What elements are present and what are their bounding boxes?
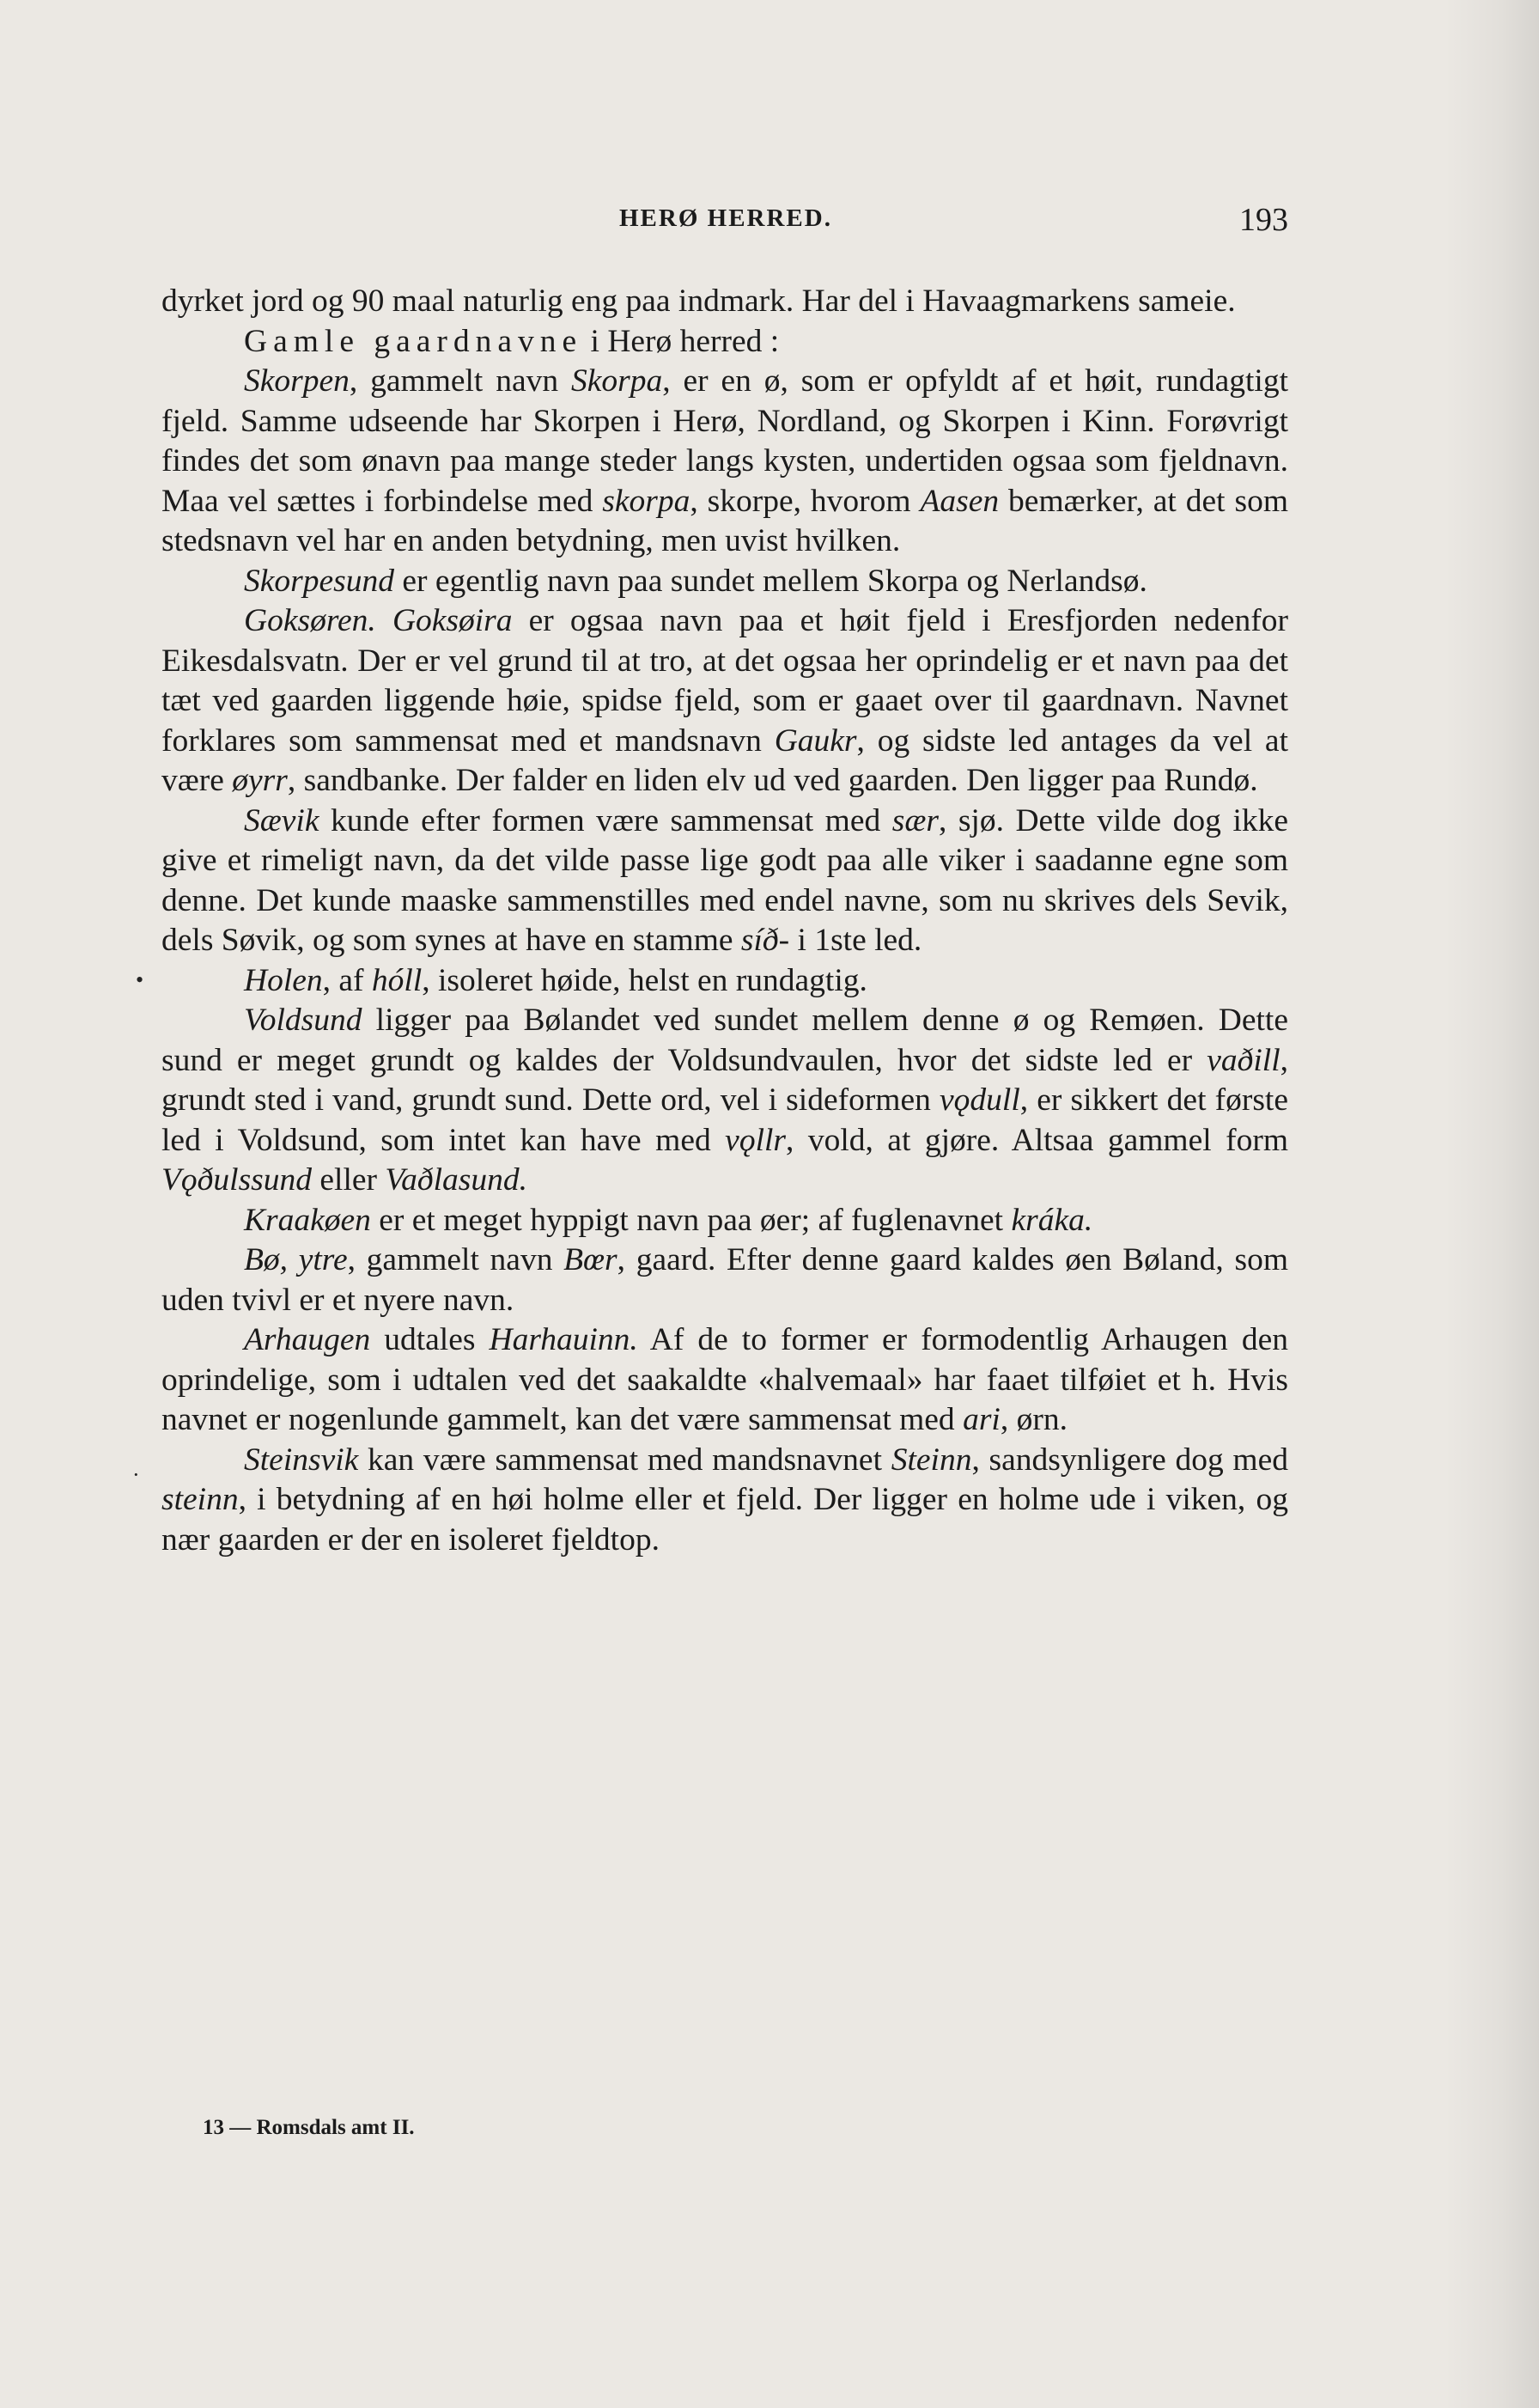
italic-term: Skorpesund	[244, 563, 394, 599]
italic-term: síð-	[740, 923, 790, 958]
page-header	[163, 201, 1288, 244]
italic-term: hóll	[371, 962, 423, 998]
text-run: , gaard. Efter denne gaard kaldes øen Bøland, som uden tvivl er et nyere navn.	[161, 1242, 1288, 1318]
italic-term: steinn	[161, 1482, 239, 1517]
paragraph	[161, 362, 1288, 562]
italic-term: kráka.	[1011, 1202, 1093, 1238]
text-run: kunde efter formen være sammensat med	[319, 802, 892, 838]
signature-line: 13 — Romsdals amt II.	[203, 2116, 415, 2139]
text-run: ligger paa Bølandet ved sundet mellem denne ø og Remøen. Dette sund er meget grundt og kaldes der Voldsundvaulen, hvor det sidste led er	[161, 1003, 1288, 1078]
italic-term: Aasen	[920, 483, 1000, 519]
text-run: , ørn.	[1000, 1402, 1068, 1437]
italic-term: sær	[891, 802, 939, 838]
text-run: dyrket jord og 90 maal naturlig eng paa indmark. Har del i Havaagmarkens sameie.	[161, 283, 1236, 319]
body-text	[161, 282, 1288, 1560]
paragraph	[161, 961, 1288, 1002]
text-run: , skorpe, hvorom	[690, 483, 921, 519]
italic-term: Steinsvik	[244, 1442, 359, 1478]
italic-term: Vaðlasund.	[385, 1162, 528, 1198]
italic-term: Vǫðulssund	[161, 1162, 313, 1198]
text-run: , gammelt navn	[347, 1242, 564, 1277]
text-run: er egentlig navn paa sundet mellem Skorpa og Nerlandsø.	[393, 563, 1147, 599]
italic-term: skorpa	[602, 483, 690, 519]
paragraph	[161, 1441, 1288, 1561]
text-run: , isoleret høide, helst en rundagtig.	[422, 962, 867, 998]
running-title: HERØ HERRED.	[619, 204, 832, 232]
text-run: , af	[322, 962, 372, 998]
italic-term: Bœr	[563, 1242, 617, 1277]
text-run: , i betydning af en høi holme eller et fjeld. Der ligger en holme ude i viken, og nær gaarden er der en isoleret fjeldtop.	[161, 1482, 1288, 1558]
text-run: bemærker, at det som stedsnavn vel har en anden betydning, men uvist hvilken.	[161, 483, 1288, 558]
italic-term: Gaukr	[774, 722, 857, 759]
italic-term: Skorpa	[571, 363, 663, 399]
text-run: , er en ø, som er opfyldt af et høit, rundagtigt fjeld. Samme udseende har Skorpen i Herø, Nordland, og Skorpen i Kinn. Forøvrigt findes det som ønavn paa mange steder langs kysten, undertiden ogsaa som fjeldnavn. Maa vel sættes i forbindelse med	[161, 363, 1289, 519]
text-run: er ogsaa navn paa et høit fjeld i Eresfjorden nedenfor Eikesdalsvatn. Der er vel grund til at tro, at det ogsaa her oprindelig er et navn paa det tæt ved gaarden liggende høie, spidse fjeld, som er gaaet over til gaardnavn. Navnet forklares som sammensat med et mandsnavn	[161, 603, 1289, 759]
paragraph	[161, 1320, 1288, 1441]
italic-term: vǫdull	[940, 1082, 1020, 1118]
paragraph	[161, 322, 1288, 363]
paragraph	[161, 1241, 1288, 1320]
text-run: kan være sammensat med mandsnavnet	[358, 1442, 891, 1478]
italic-term: Harhauinn.	[489, 1322, 638, 1357]
italic-term: Steinn	[891, 1442, 972, 1478]
spaced-heading: Gamle gaardnavne	[244, 323, 583, 359]
page-number: 193	[1239, 202, 1288, 238]
italic-term: Bø, ytre	[244, 1242, 348, 1277]
paragraph	[161, 1001, 1288, 1201]
italic-term: øyrr	[232, 763, 288, 798]
italic-term: Sævik	[244, 802, 319, 838]
italic-term: Goksøira	[392, 603, 513, 638]
italic-term: vǫllr	[725, 1122, 786, 1158]
text-run: , gammelt navn	[349, 363, 571, 399]
text-run: Af de to former er formodentlig Arhaugen den oprindelige, som i udtalen ved det saakaldte «halvemaal» har faaet tilføiet et h. Hvis navnet er nogenlunde gammelt, kan det være sammensat med	[161, 1322, 1288, 1437]
text-run	[376, 603, 392, 638]
text-run: , er sikkert det første led i Voldsund, som intet kan have med	[161, 1082, 1288, 1158]
text-run: er et meget hyppigt navn paa øer; af fuglenavnet	[370, 1202, 1012, 1238]
text-run: , sandsynligere dog med	[971, 1442, 1288, 1478]
italic-term: Skorpen	[244, 363, 350, 399]
paragraph	[161, 802, 1288, 961]
italic-term: Holen	[244, 962, 323, 998]
text-run: , vold, at gjøre. Altsaa gammel form	[786, 1122, 1288, 1158]
margin-mark: ·	[132, 1462, 140, 1487]
text-run: , grundt sted i vand, grundt sund. Dette ord, vel i sideformen	[161, 1042, 1288, 1118]
text-run: , og sidste led antages da vel at være	[161, 722, 1288, 798]
italic-term: Voldsund	[244, 1003, 362, 1038]
text-run: , sandbanke. Der falder en liden elv ud ved gaarden. Den ligger paa Rundø.	[287, 763, 1258, 798]
italic-term: Arhaugen	[244, 1322, 371, 1357]
margin-mark: •	[136, 967, 144, 992]
text-run: i 1ste led.	[789, 923, 922, 958]
italic-term: Goksøren.	[244, 603, 376, 638]
text-run: eller	[312, 1162, 386, 1198]
italic-term: ari	[963, 1402, 1001, 1437]
paragraph	[161, 601, 1288, 802]
paragraph	[161, 1201, 1288, 1241]
paragraph	[161, 562, 1288, 602]
text-run: udtales	[370, 1322, 490, 1357]
italic-term: Kraakøen	[244, 1202, 371, 1238]
italic-term: vaðill	[1207, 1042, 1280, 1078]
page-edge-shadow	[1445, 0, 1539, 2408]
paragraph	[161, 282, 1288, 322]
text-run: , sjø. Dette vilde dog ikke give et rimeligt navn, da det vilde passe lige godt paa alle viker i saadanne egne som denne. Det kunde maaske sammenstilles med endel navne, som nu skrives dels Sevik, dels Søvik, og som synes at have en stamme	[161, 802, 1289, 958]
text-run: i Herø herred :	[582, 323, 780, 359]
